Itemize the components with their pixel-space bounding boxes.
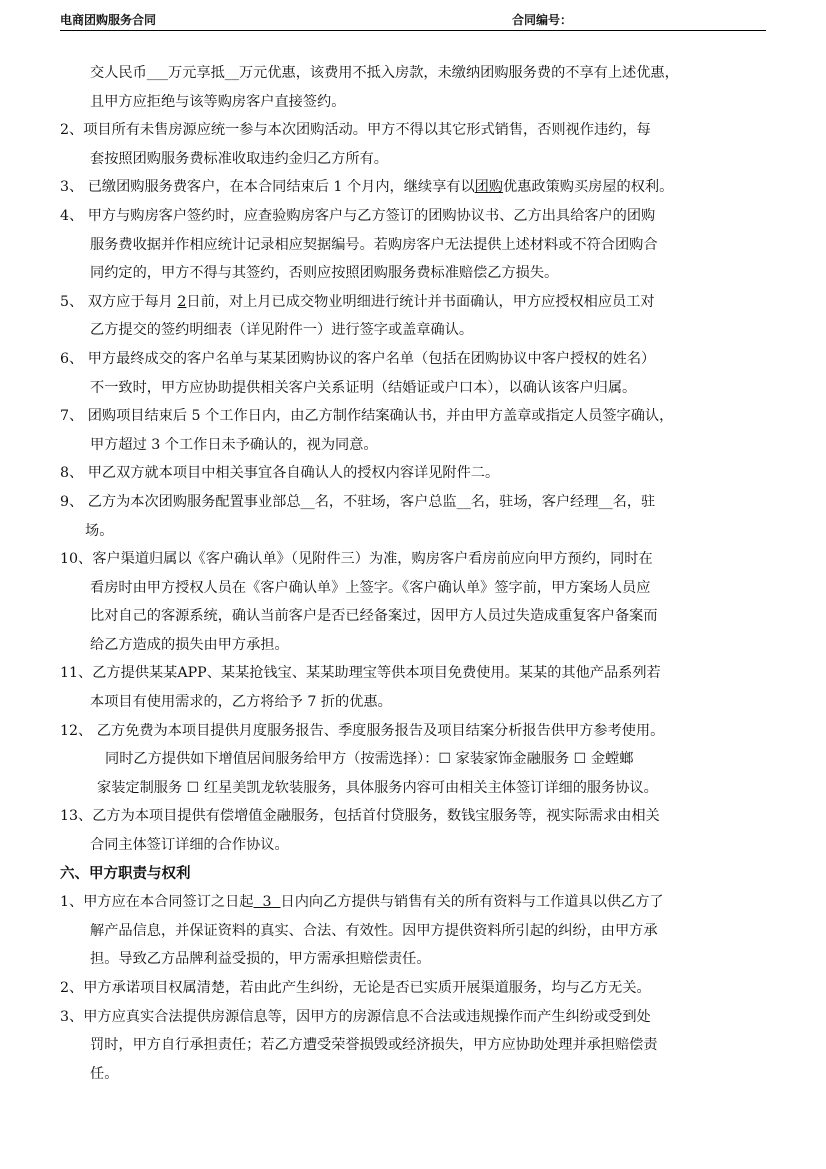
- text-line: 不一致时，甲方应协助提供相关客户关系证明（结婚证或户口本），以确认该客户归属。: [90, 379, 637, 396]
- text-span: 3、 已缴团购服务费客户，在本合同结束后 1 个月内，继续享有以: [60, 179, 475, 196]
- text-line: 同约定的，甲方不得与其签约，否则应按照团购服务费标准赔偿乙方损失。: [90, 265, 559, 282]
- clause-11: 11、乙方提供某某APP、某某抢钱宝、某某助理宝等供本项目免费使用。某某的其他产品系列若: [60, 665, 661, 682]
- clause-2: 2、项目所有未售房源应统一参与本次团购活动。甲方不得以其它形式销售，否则视作违约，每: [60, 122, 651, 139]
- section-heading: 六、甲方职责与权利: [60, 865, 191, 882]
- text-line: 担。导致乙方品牌利益受损的，甲方需承担赔偿责任。: [90, 951, 431, 968]
- text-line: 看房时由甲方授权人员在《客户确认单》上签字。《客户确认单》签字前，甲方案场人员应: [90, 579, 651, 596]
- text-span: 1、甲方应在本合同签订之日起: [60, 894, 254, 911]
- text-line: 罚时，甲方自行承担责任；若乙方遭受荣誉损毁或经济损失，甲方应协助处理并承担赔偿责: [90, 1037, 658, 1054]
- clause-5: [60, 288, 772, 317]
- text-span: 优惠政策购买房屋的权利。: [503, 179, 674, 196]
- text-line: 套按照团购服务费标准收取违约金归乙方所有。: [90, 150, 388, 167]
- text-span: 日内向乙方提供与销售有关的所有资料与工作道具以供乙方了: [280, 894, 664, 911]
- text-span: 5、 双方应于每月: [60, 293, 178, 310]
- text-line: 乙方提交的签约明细表（详见附件一）进行签字或盖章确认。: [90, 322, 474, 339]
- section6-clause-2: 2、甲方承诺项目权属清楚，若由此产生纠纷，无论是否已实质开展渠道服务，均与乙方无关。: [60, 980, 651, 996]
- text-line: 比对自己的客源系统，确认当前客户是否已经备案过，因甲方人员过失造成重复客户备案而: [90, 608, 658, 625]
- contract-number-label: 合同编号：: [512, 13, 573, 27]
- text-line: 交人民币___万元享抵__万元优惠，该费用不抵入房款，未缴纳团购服务费的不享有上述优惠，: [90, 65, 679, 81]
- underlined-term: 团购: [474, 179, 504, 196]
- underlined-day: 2: [177, 293, 187, 310]
- clause-12: 12、 乙方免费为本项目提供月度服务报告、季度服务报告及项目结案分析报告供甲方参考使用。: [60, 722, 665, 739]
- text-line: 甲方超过 3 个工作日未予确认的，视为同意。: [90, 436, 378, 453]
- text-line: 家装定制服务 ☐ 红星美凯龙软装服务，具体服务内容可由相关主体签订详细的服务协议。: [97, 779, 658, 796]
- text-line: 服务费收据并作相应统计记录相应契据编号。若购房客户无法提供上述材料或不符合团购合: [90, 236, 658, 253]
- page-header: [60, 10, 766, 31]
- document-title: 电商团购服务合同: [60, 13, 157, 27]
- section6-clause-1: [60, 888, 772, 917]
- text-line: 解产品信息，并保证资料的真实、合法、有效性。因甲方提供资料所引起的纠纷，由甲方承: [90, 922, 658, 939]
- clause-10: 10、客户渠道归属以《客户确认单》（见附件三）为准，购房客户看房前应向甲方预约，同时在: [60, 551, 653, 568]
- clause-9: 9、 乙方为本次团购服务配置事业部总__名，不驻场，客户总监__名，驻场，客户经理__名，驻: [60, 493, 656, 510]
- text-line: 且甲方应拒绝与该等购房客户直接签约。: [90, 93, 346, 110]
- contract-body: [60, 59, 772, 1088]
- clause-13: 13、乙方为本项目提供有偿增值金融服务，包括首付贷服务，数钱宝服务等，视实际需求由相关: [60, 808, 660, 825]
- clause-6: 6、 甲方最终成交的客户名单与某某团购协议的客户名单（包括在团购协议中客户授权的姓名）: [60, 350, 656, 367]
- text-line: 场。: [85, 522, 114, 539]
- section6-clause-3: 3、甲方应真实合法提供房源信息等，因甲方的房源信息不合法或违规操作而产生纠纷或受到处: [60, 1008, 651, 1025]
- text-line: 任。: [90, 1065, 119, 1082]
- underlined-days: 3: [253, 894, 281, 911]
- text-line: 给乙方造成的损失由甲方承担。: [90, 636, 289, 653]
- text-line: 合同主体签订详细的合作协议。: [90, 837, 289, 854]
- text-span: 日前，对上月已成交物业明细进行统计并书面确认，甲方应授权相应员工对: [186, 293, 655, 310]
- text-line: 同时乙方提供如下增值居间服务给甲方（按需选择）：☐ 家装家饰金融服务 ☐ 金螳螂: [105, 751, 634, 768]
- text-line: 本项目有使用需求的，乙方将给予 7 折的优惠。: [90, 694, 392, 711]
- clause-7: 7、 团购项目结束后 5 个工作日内，由乙方制作结案确认书，并由甲方盖章或指定人员签字确认，: [60, 408, 674, 425]
- clause-4: 4、 甲方与购房客户签约时，应查验购房客户与乙方签订的团购协议书、乙方出具给客户的团购: [60, 207, 656, 224]
- clause-8: 8、 甲乙双方就本项目中相关事宜各自确认人的授权内容详见附件二。: [60, 465, 500, 482]
- clause-3: [60, 173, 772, 202]
